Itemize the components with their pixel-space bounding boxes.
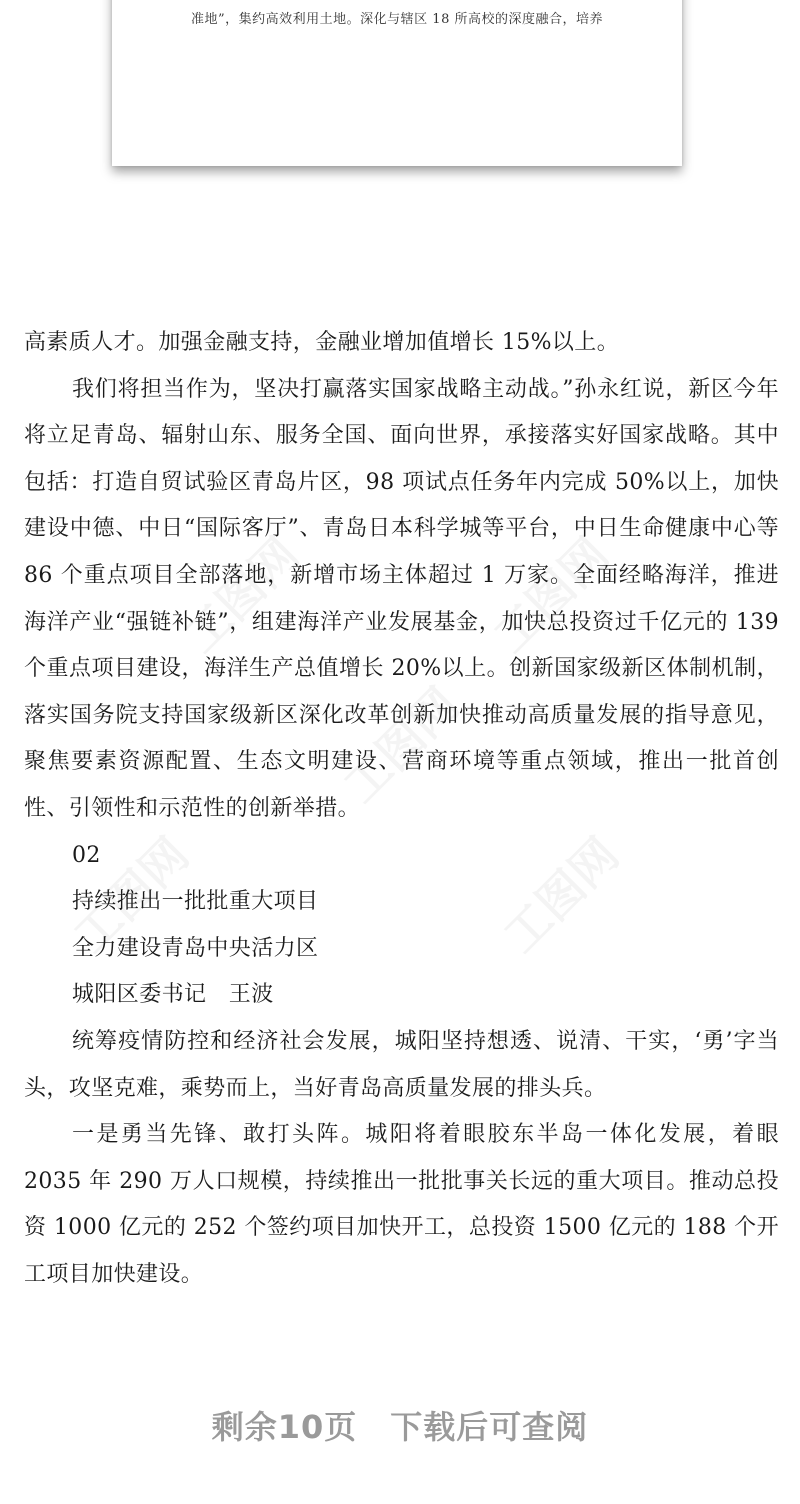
paragraph-2: 我们将担当作为，坚决打赢落实国家战略主动战。”孙永红说，新区今年将立足青岛、辐射山东、服务全国、面向世界，承接落实好国家战略。其中包括：打造自贸试验区青岛片区，98 项试点任务年内完成 50%以上，加快建设中德、中日“国际客厅”、青岛日本科学城等平台，中日生命健康中心等 86 个重点项目全部落地，新增市场主体超过 1 万家。全面经略海洋，推进海洋产业“强链补链”，组建海洋产业发展基金，加快总投资过千亿元的 139 个重点项目建设，海洋生产总值增长 20%以上。创新国家级新区体制机制，落实国务院支持国家级新区深化改革创新加快推动高质量发展的指导意见，聚焦要素资源配置、生态文明建设、营商环境等重点领域，推出一批首创性、引领性和示范性的创新举措。	[24, 376, 779, 821]
paragraph-1: 高素质人才。加强金融支持，金融业增加值增长 15%以上。	[24, 330, 620, 355]
paragraph-3: 统筹疫情防控和经济社会发展，城阳坚持想透、说清、干实，‘勇’字当头，攻坚克难，乘势而上，当好青岛高质量发展的排头兵。	[24, 1028, 779, 1101]
section-author: 城阳区委书记 王波	[72, 982, 274, 1008]
document-body	[24, 320, 779, 1298]
paragraph-4: 一是勇当先锋、敢打头阵。城阳将着眼胶东半岛一体化发展，着眼 2035 年 290 万人口规模，持续推出一批批事关长远的重大项目。推动总投资 1000 亿元的 252 个签约项目加快开工，总投资 1500 亿元的 188 个开工项目加快建设。	[24, 1122, 779, 1287]
section-number: 02	[72, 842, 101, 868]
section-title-line-1: 持续推出一批批重大项目	[72, 889, 319, 915]
preview-page-card	[112, 0, 682, 166]
section-title-line-2: 全力建设青岛中央活力区	[72, 935, 319, 961]
download-to-read-more-button[interactable]: 剩余10页 下载后可查阅	[211, 1408, 589, 1446]
preview-text-line: 准地”，集约高效利用土地。深化与辖区 18 所高校的深度融合，培养	[191, 12, 603, 27]
